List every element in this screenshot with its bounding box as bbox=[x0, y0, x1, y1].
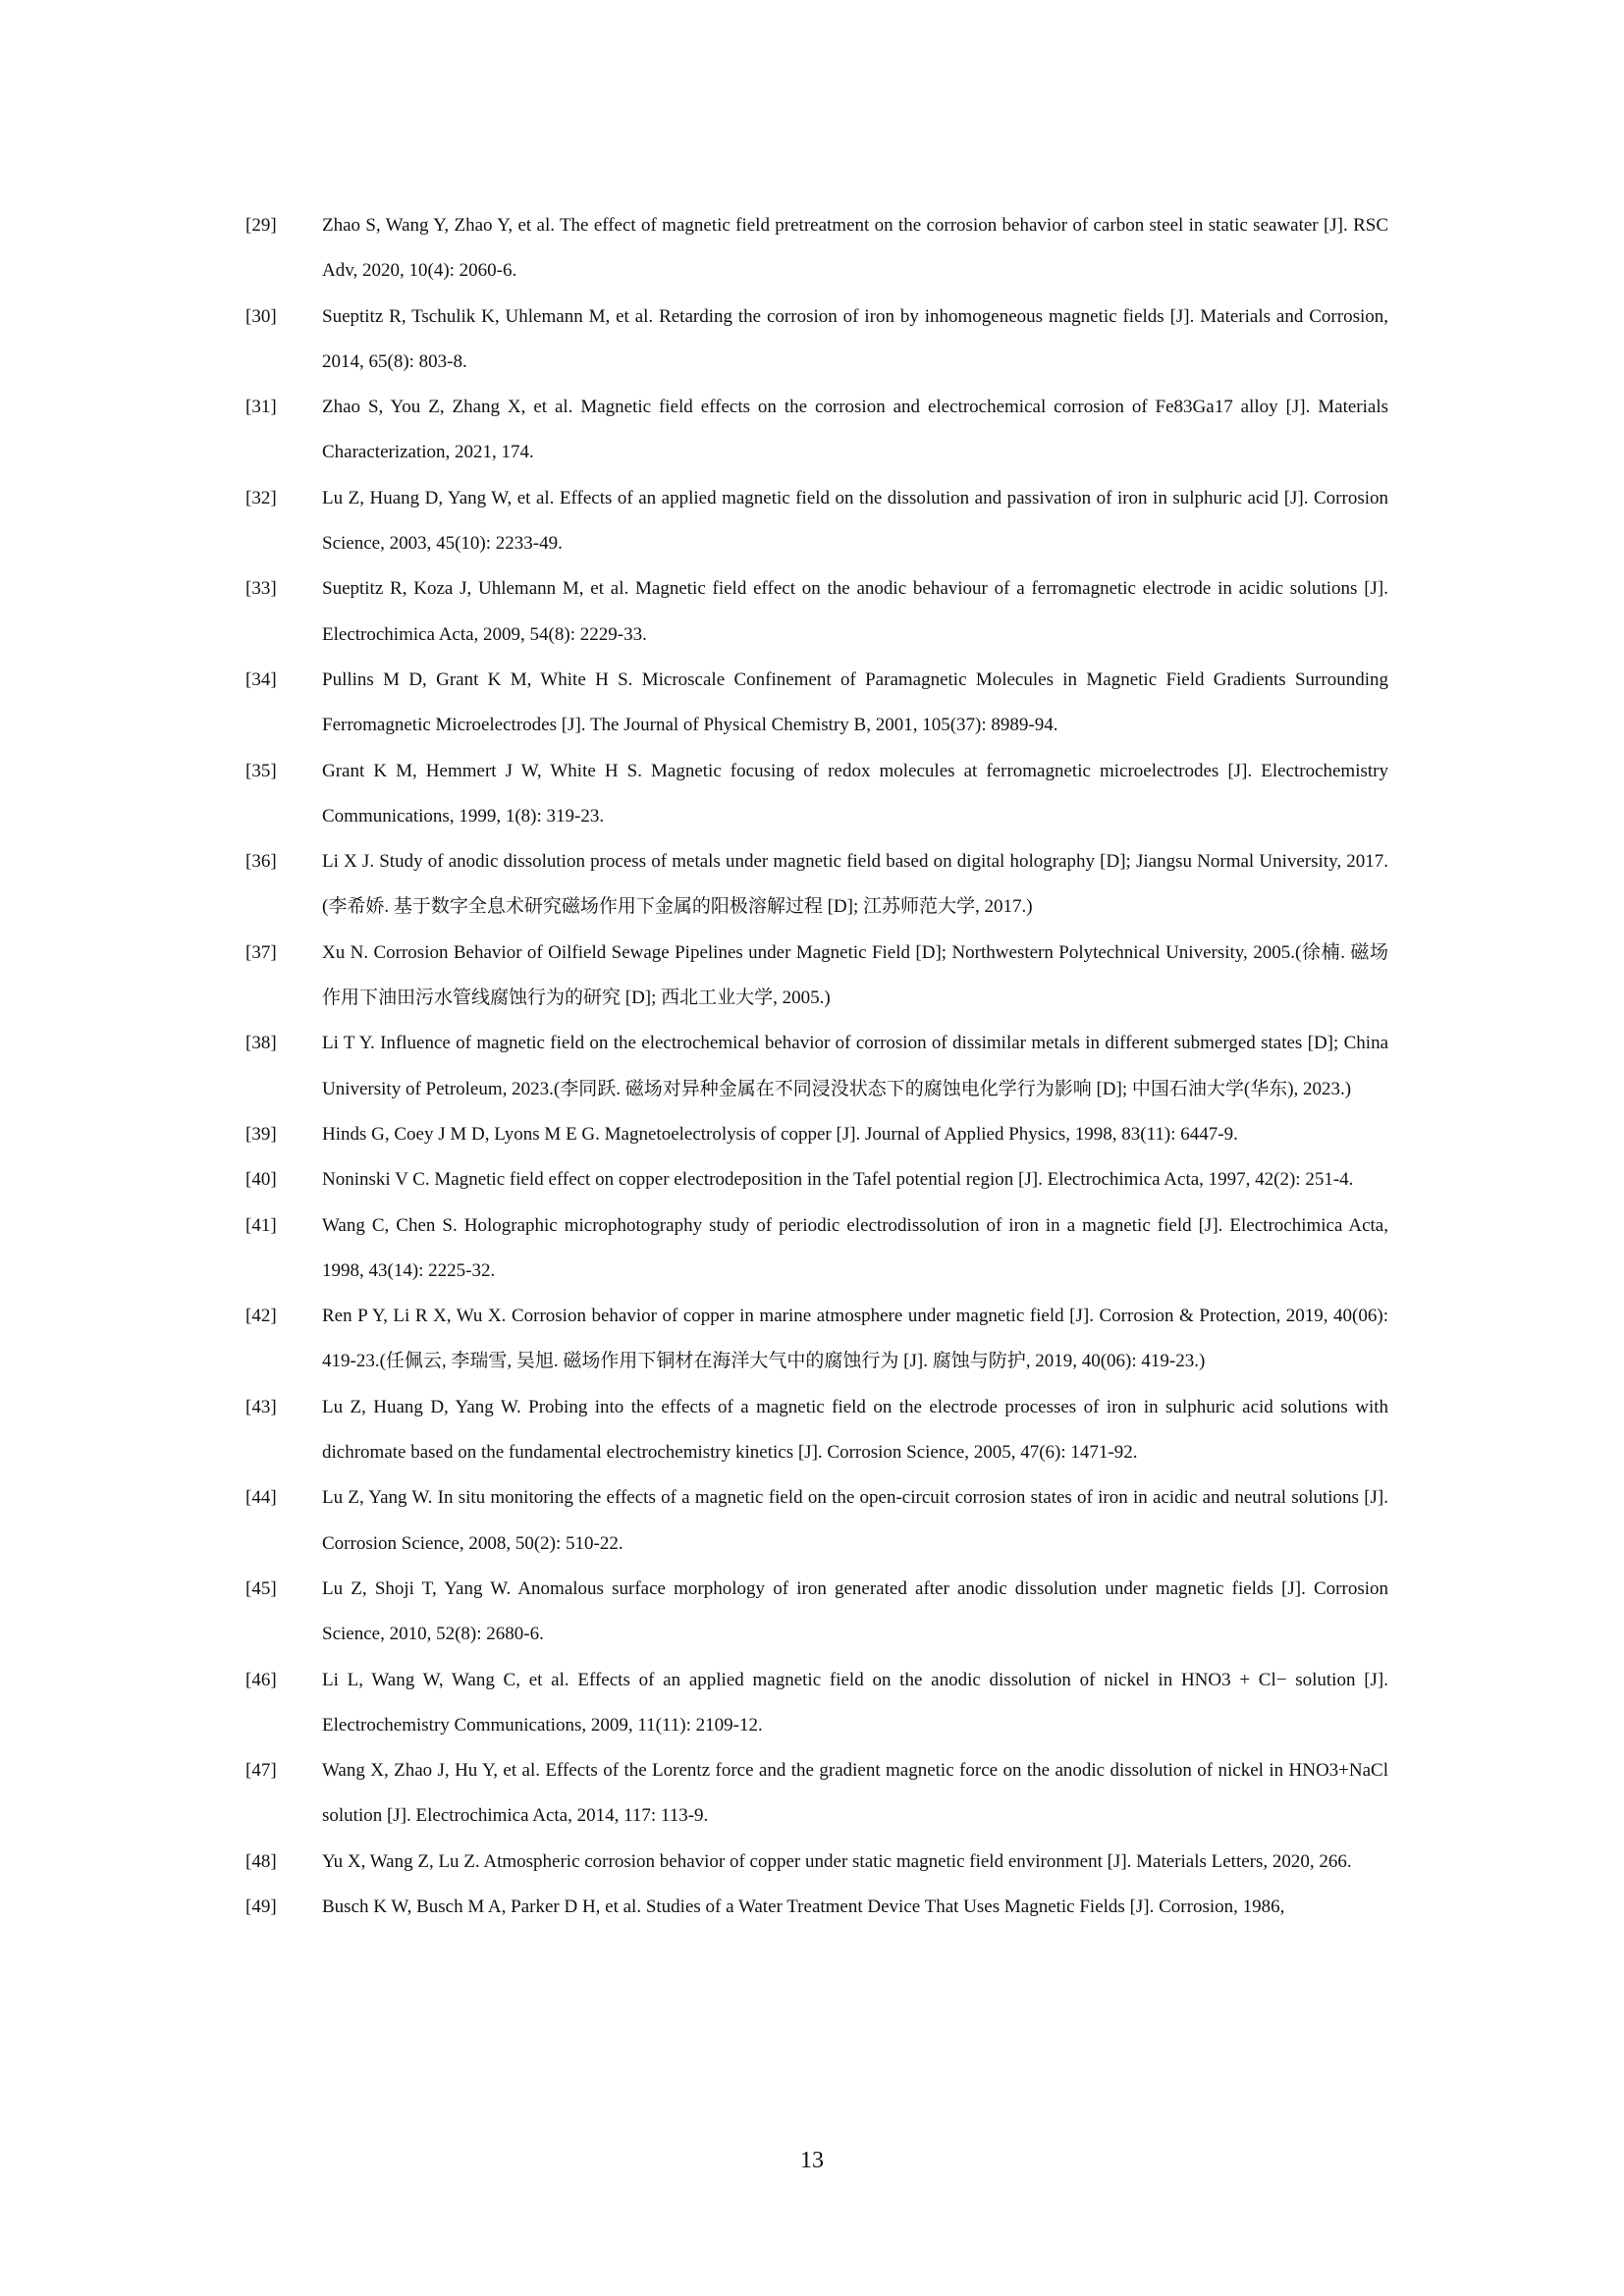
reference-number: [30] bbox=[245, 305, 277, 327]
reference-text: Lu Z, Huang D, Yang W, et al. Effects of an applied magnetic field on the dissolution and passivation of iron in sulphuric acid [J]. Corrosion Science, 2003, 45(10): 2233-49. bbox=[322, 487, 1388, 555]
reference-number: [42] bbox=[245, 1306, 277, 1327]
reference-item bbox=[245, 1840, 1388, 1885]
reference-item bbox=[245, 1567, 1388, 1658]
reference-item bbox=[245, 566, 1388, 658]
reference-item bbox=[245, 749, 1388, 840]
reference-number: [29] bbox=[245, 215, 277, 236]
reference-number: [46] bbox=[245, 1669, 277, 1690]
reference-text: Zhao S, You Z, Zhang X, et al. Magnetic field effects on the corrosion and electrochemical corrosion of Fe83Ga17 alloy [J]. Materials Characterization, 2021, 174. bbox=[322, 397, 1388, 463]
page-number: 13 bbox=[800, 2148, 824, 2173]
reference-item bbox=[245, 1885, 1388, 1930]
reference-item bbox=[245, 1203, 1388, 1295]
reference-number: [34] bbox=[245, 668, 277, 690]
reference-text: Sueptitz R, Tschulik K, Uhlemann M, et al. Retarding the corrosion of iron by inhomogeneous magnetic fields [J]. Materials and Corrosion, 2014, 65(8): 803-8. bbox=[322, 305, 1388, 372]
reference-text: Lu Z, Yang W. In situ monitoring the effects of a magnetic field on the open-circuit corrosion states of iron in acidic and neutral solutions [J]. Corrosion Science, 2008, 50(2): 510-22. bbox=[322, 1487, 1388, 1554]
reference-item bbox=[245, 1385, 1388, 1476]
reference-number: [49] bbox=[245, 1896, 277, 1917]
reference-text: Yu X, Wang Z, Lu Z. Atmospheric corrosion behavior of copper under static magnetic field environment [J]. Materials Letters, 2020, 266. bbox=[322, 1850, 1352, 1872]
reference-number: [35] bbox=[245, 760, 277, 781]
reference-number: [33] bbox=[245, 578, 277, 600]
reference-number: [36] bbox=[245, 851, 277, 873]
reference-text: Pullins M D, Grant K M, White H S. Microscale Confinement of Paramagnetic Molecules in Magnetic Field Gradients Surrounding Ferromagnetic Microelectrodes [J]. The Journal of Physical Chemistry B, 2001, 105(37): 8989-94. bbox=[322, 668, 1388, 736]
reference-number: [47] bbox=[245, 1760, 277, 1782]
reference-item bbox=[245, 1294, 1388, 1385]
reference-item bbox=[245, 294, 1388, 386]
reference-number: [41] bbox=[245, 1214, 277, 1236]
reference-number: [40] bbox=[245, 1169, 277, 1191]
reference-item bbox=[245, 1021, 1388, 1112]
reference-text: Ren P Y, Li R X, Wu X. Corrosion behavior of copper in marine atmosphere under magnetic field [J]. Corrosion & Protection, 2019, 40(06): 419-23.(任佩云, 李瑞雪, 吴旭. 磁场作用下铜材在海洋大气中的腐蚀行为 [J]. 腐蚀与防护, 2019, 40(06): 419-23.) bbox=[322, 1306, 1388, 1372]
reference-text: Li X J. Study of anodic dissolution process of metals under magnetic field based on digital holography [D]; Jiangsu Normal University, 2017.(李希娇. 基于数字全息术研究磁场作用下金属的阳极溶解过程 [D]; 江苏师范大学, 2017.) bbox=[322, 851, 1388, 918]
reference-text: Grant K M, Hemmert J W, White H S. Magnetic focusing of redox molecules at ferromagnetic microelectrodes [J]. Electrochemistry Communications, 1999, 1(8): 319-23. bbox=[322, 760, 1388, 827]
reference-number: [44] bbox=[245, 1487, 277, 1509]
reference-text: Wang C, Chen S. Holographic microphotography study of periodic electrodissolution of iron in a magnetic field [J]. Electrochimica Acta, 1998, 43(14): 2225-32. bbox=[322, 1214, 1388, 1281]
reference-item bbox=[245, 839, 1388, 931]
reference-item bbox=[245, 385, 1388, 476]
reference-item bbox=[245, 1748, 1388, 1840]
reference-item bbox=[245, 203, 1388, 294]
reference-text: Li L, Wang W, Wang C, et al. Effects of an applied magnetic field on the anodic dissolution of nickel in HNO3 + Cl− solution [J]. Electrochemistry Communications, 2009, 11(11): 2109-12. bbox=[322, 1669, 1388, 1735]
reference-item bbox=[245, 1112, 1388, 1157]
reference-text: Li T Y. Influence of magnetic field on the electrochemical behavior of corrosion of dissimilar metals in different submerged states [D]; China University of Petroleum, 2023.(李同跃. 磁场对异种金属在不同浸没状态下的腐蚀电化学行为影响 [D]; 中国石油大学(华东), 2023.) bbox=[322, 1033, 1388, 1099]
reference-item bbox=[245, 931, 1388, 1022]
reference-item bbox=[245, 1658, 1388, 1749]
reference-text: Wang X, Zhao J, Hu Y, et al. Effects of the Lorentz force and the gradient magnetic force on the anodic dissolution of nickel in HNO3+NaCl solution [J]. Electrochimica Acta, 2014, 117: 113-9. bbox=[322, 1760, 1388, 1827]
reference-number: [37] bbox=[245, 941, 277, 963]
reference-item bbox=[245, 658, 1388, 749]
reference-item bbox=[245, 476, 1388, 567]
reference-number: [31] bbox=[245, 397, 277, 418]
reference-text: Lu Z, Shoji T, Yang W. Anomalous surface morphology of iron generated after anodic dissolution under magnetic fields [J]. Corrosion Science, 2010, 52(8): 2680-6. bbox=[322, 1577, 1388, 1645]
reference-text: Sueptitz R, Koza J, Uhlemann M, et al. Magnetic field effect on the anodic behaviour of a ferromagnetic electrode in acidic solutions [J]. Electrochimica Acta, 2009, 54(8): 2229-33. bbox=[322, 578, 1388, 645]
reference-number: [45] bbox=[245, 1577, 277, 1599]
reference-number: [32] bbox=[245, 487, 277, 508]
reference-item bbox=[245, 1157, 1388, 1202]
reference-list bbox=[245, 203, 1388, 1930]
reference-number: [39] bbox=[245, 1123, 277, 1145]
reference-text: Xu N. Corrosion Behavior of Oilfield Sewage Pipelines under Magnetic Field [D]; Northwestern Polytechnical University, 2005.(徐楠. 磁场作用下油田污水管线腐蚀行为的研究 [D]; 西北工业大学, 2005.) bbox=[322, 941, 1388, 1009]
reference-number: [38] bbox=[245, 1033, 277, 1054]
reference-text: Zhao S, Wang Y, Zhao Y, et al. The effect of magnetic field pretreatment on the corrosion behavior of carbon steel in static seawater [J]. RSC Adv, 2020, 10(4): 2060-6. bbox=[322, 215, 1388, 282]
reference-text: Noninski V C. Magnetic field effect on copper electrodeposition in the Tafel potential region [J]. Electrochimica Acta, 1997, 42(2): 251-4. bbox=[322, 1169, 1354, 1191]
reference-text: Busch K W, Busch M A, Parker D H, et al. Studies of a Water Treatment Device That Uses Magnetic Fields [J]. Corrosion, 1986, bbox=[322, 1896, 1285, 1917]
reference-number: [43] bbox=[245, 1396, 277, 1417]
reference-number: [48] bbox=[245, 1850, 277, 1872]
reference-text: Hinds G, Coey J M D, Lyons M E G. Magnetoelectrolysis of copper [J]. Journal of Applied Physics, 1998, 83(11): 6447-9. bbox=[322, 1123, 1238, 1145]
reference-text: Lu Z, Huang D, Yang W. Probing into the effects of a magnetic field on the electrode processes of iron in sulphuric acid solutions with dichromate based on the fundamental electrochemistry kinetics [J]. Corrosion Science, 2005, 47(6): 1471-92. bbox=[322, 1396, 1388, 1464]
reference-item bbox=[245, 1475, 1388, 1567]
